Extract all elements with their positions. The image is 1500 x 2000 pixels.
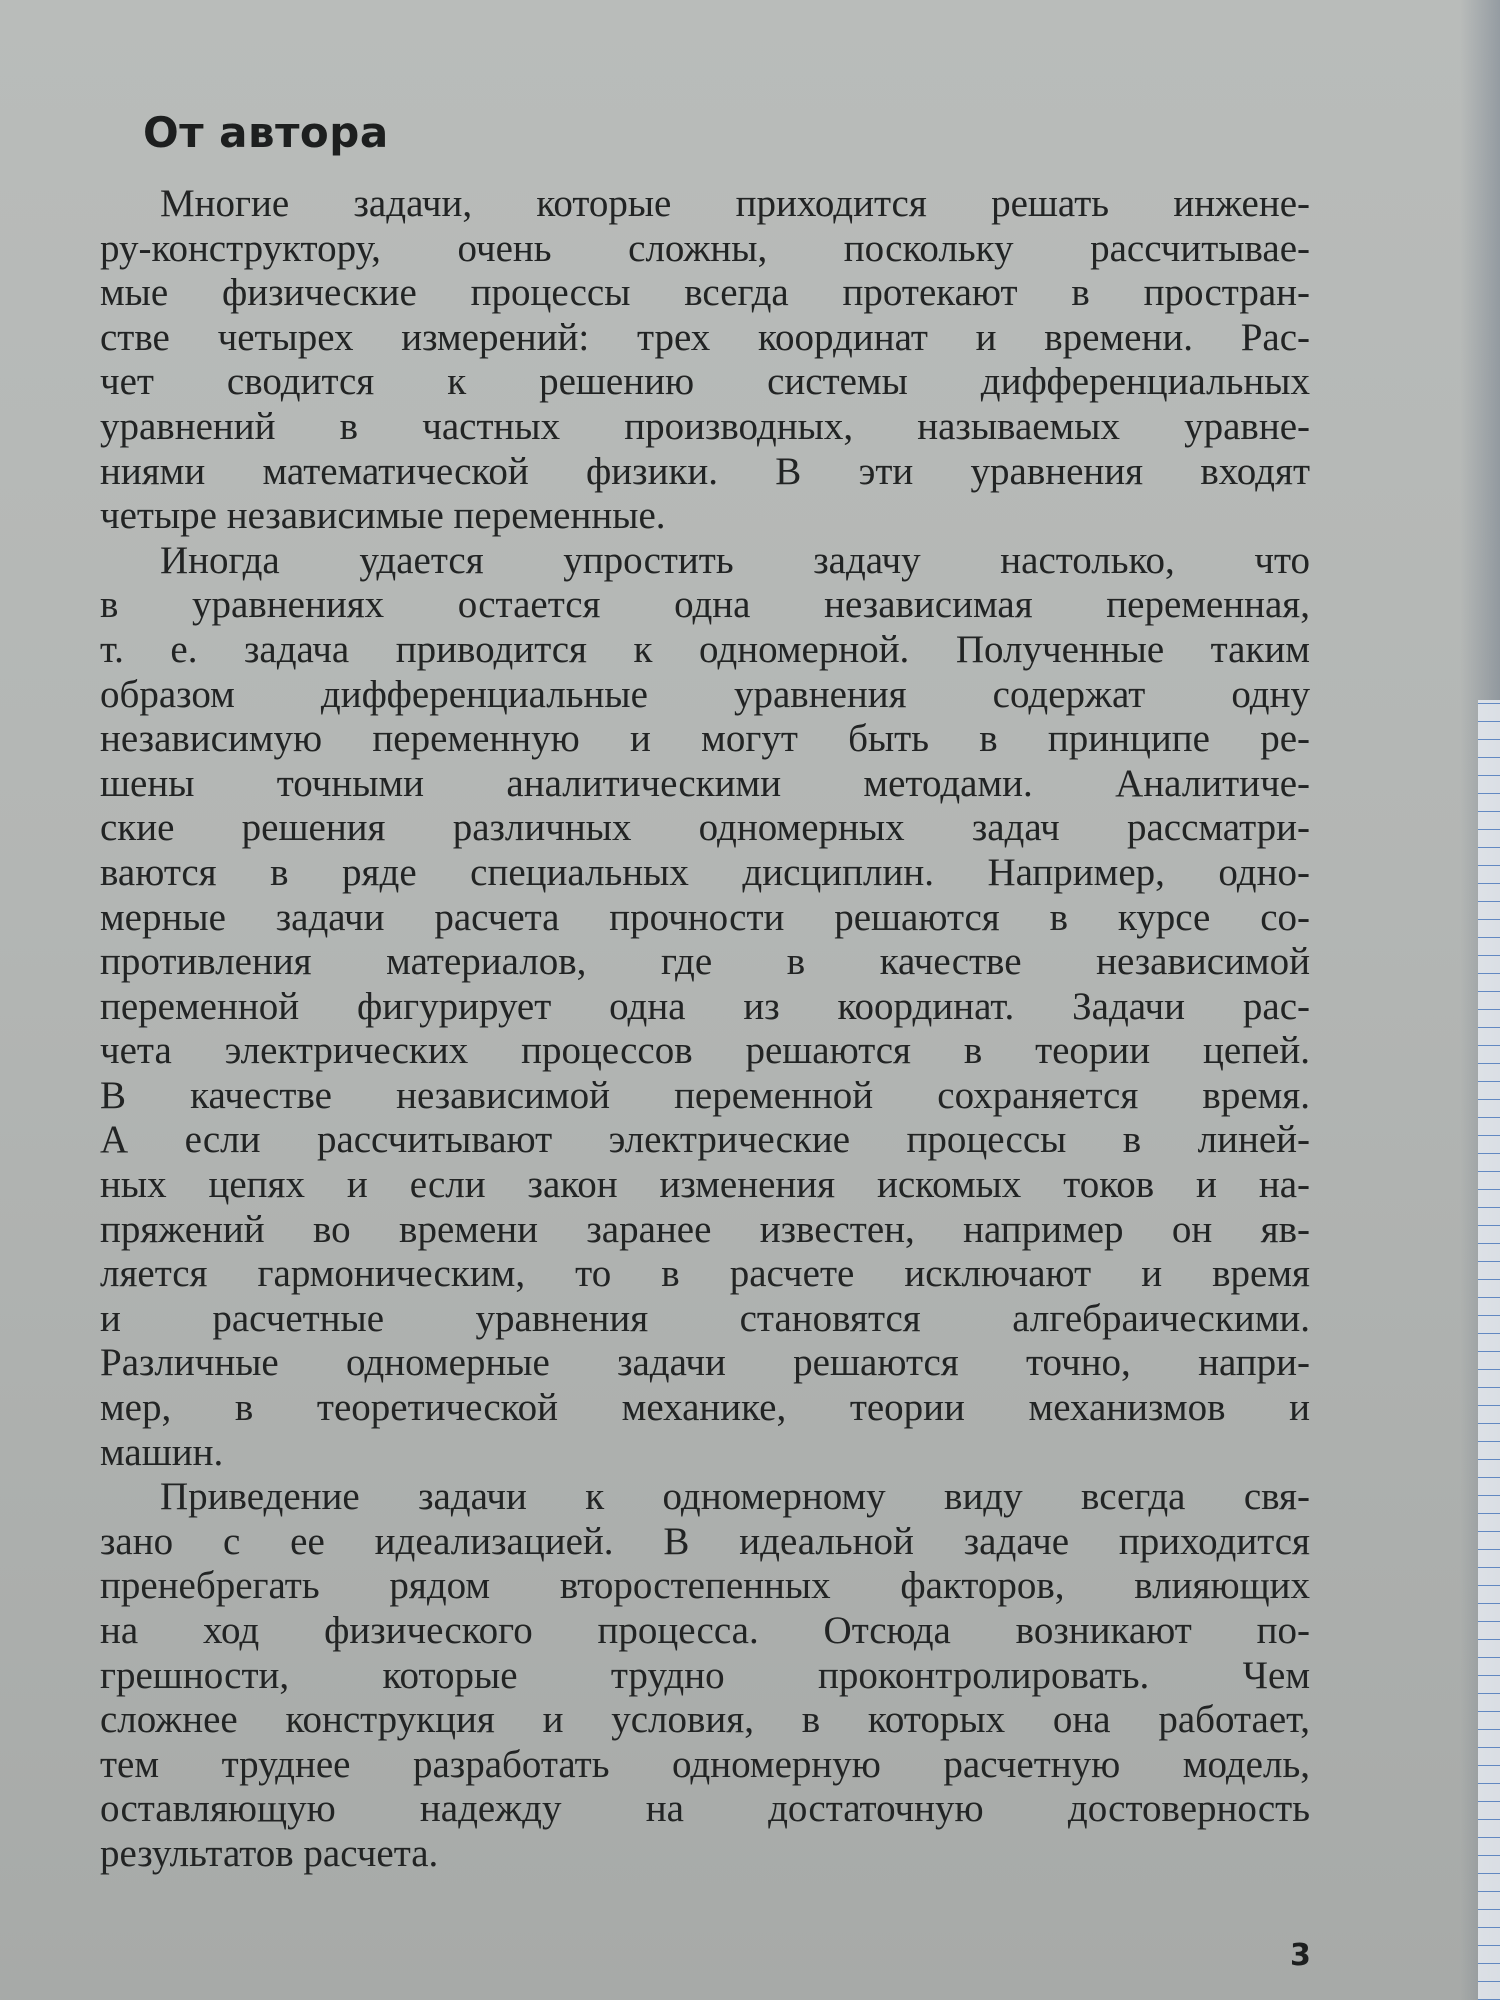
text-line: Различные одномерные задачи решаются точно, напри- <box>100 1341 1310 1385</box>
text-line: ниями математической физики. В эти уравнения входят <box>100 449 1310 493</box>
text-line: пряжений во времени заранее известен, например он яв- <box>100 1207 1310 1251</box>
text-line: мерные задачи расчета прочности решаются в курсе со- <box>100 895 1310 939</box>
paragraph <box>100 539 1310 1475</box>
text-line: грешности, которые трудно проконтролировать. Чем <box>100 1653 1310 1697</box>
text-line: Иногда удается упростить задачу настолько, что <box>160 538 1310 582</box>
page-number: 3 <box>1290 1938 1311 1973</box>
paragraph <box>100 182 1310 539</box>
text-line: независимую переменную и могут быть в принципе ре- <box>100 717 1310 761</box>
text-line: А если рассчитывают электрические процессы в линей- <box>100 1118 1310 1162</box>
text-line: т. е. задача приводится к одномерной. Полученные таким <box>100 627 1310 671</box>
text-line: в уравнениях остается одна независимая переменная, <box>100 583 1310 627</box>
text-line: зано с ее идеализацией. В идеальной задаче приходится <box>100 1519 1310 1563</box>
text-line: ных цепях и если закон изменения искомых токов и на- <box>100 1163 1310 1207</box>
text-line: мер, в теоретической механике, теории механизмов и <box>100 1386 1310 1430</box>
text-line: ваются в ряде специальных дисциплин. Например, одно- <box>100 850 1310 894</box>
text-line: В качестве независимой переменной сохраняется время. <box>100 1073 1310 1117</box>
text-line: ляется гармоническим, то в расчете исключают и время <box>100 1252 1310 1296</box>
text-line: Многие задачи, которые приходится решать инжене- <box>160 182 1310 225</box>
text-line: результатов расчета. <box>100 1831 439 1875</box>
text-line: и расчетные уравнения становятся алгебраическими. <box>100 1296 1310 1340</box>
paragraph <box>100 1475 1310 1876</box>
text-line: противления материалов, где в качестве независимой <box>100 940 1310 984</box>
text-line: чет сводится к решению системы дифференциальных <box>100 360 1310 404</box>
text-line: мые физические процессы всегда протекают в простран- <box>100 271 1310 315</box>
text-line: оставляющую надежду на достаточную достоверность <box>100 1787 1310 1831</box>
text-line: чета электрических процессов решаются в теории цепей. <box>100 1029 1310 1073</box>
text-line: ские решения различных одномерных задач рассматри- <box>100 806 1310 850</box>
text-line: сложнее конструкция и условия, в которых она работает, <box>100 1698 1310 1742</box>
page-heading: От автора <box>143 108 389 157</box>
text-line: стве четырех измерений: трех координат и времени. Рас- <box>100 315 1310 359</box>
text-line: уравнений в частных производных, называемых уравне- <box>100 404 1310 448</box>
text-line: четыре независимые переменные. <box>100 494 666 538</box>
text-line: переменной фигурирует одна из координат. Задачи рас- <box>100 984 1310 1028</box>
text-line: образом дифференциальные уравнения содержат одну <box>100 672 1310 716</box>
text-line: тем труднее разработать одномерную расчетную модель, <box>100 1742 1310 1786</box>
text-line: шены точными аналитическими методами. Аналитиче- <box>100 761 1310 805</box>
body-text <box>100 182 1310 1877</box>
text-line: на ход физического процесса. Отсюда возникают по- <box>100 1609 1310 1652</box>
text-line: пренебрегать рядом второстепенных факторов, влияющих <box>100 1564 1310 1608</box>
text-line: Приведение задачи к одномерному виду всегда свя- <box>160 1475 1310 1519</box>
text-line: машин. <box>100 1430 224 1474</box>
text-line: ру-конструктору, очень сложны, поскольку рассчитывае- <box>100 226 1310 270</box>
grid-paper-edge <box>1478 700 1500 2000</box>
